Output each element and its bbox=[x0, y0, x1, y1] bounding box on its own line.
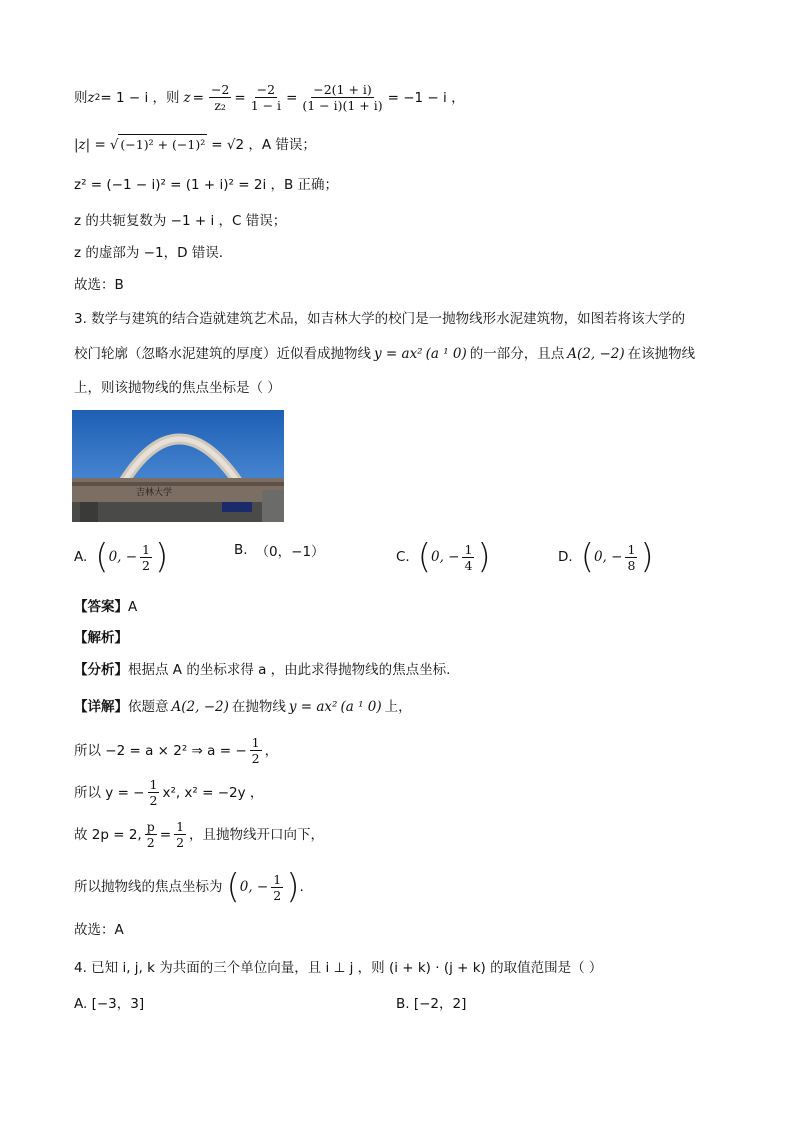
text: z 的共轭复数为 −1 + i ，C 错误； bbox=[74, 213, 287, 229]
solution-line-6 bbox=[74, 275, 124, 295]
solution-line-5 bbox=[74, 243, 223, 263]
q3-option-d[interactable]: D. ( 0, − $\frac{1}{8}$ ) bbox=[558, 537, 654, 577]
text: = −1 − i ， bbox=[387, 89, 465, 106]
analysis-line bbox=[74, 628, 128, 648]
xiangjie-line-3: 所以 y = − $\frac{1}{2}$ x², x² = −2y ， bbox=[74, 777, 264, 808]
fenxi-tag: 【分析】 bbox=[74, 662, 128, 678]
text: z 的虚部为 −1，D 错误. bbox=[74, 245, 224, 261]
q4-option-b[interactable]: B. [−2，2] bbox=[396, 996, 467, 1012]
text: 故选：B bbox=[74, 277, 124, 293]
answer-value: A bbox=[128, 599, 138, 615]
text: 3. 数学与建筑的结合造就建筑艺术品，如吉林大学的校门是一抛物线形水泥建筑物，如图若将该大学的 bbox=[74, 311, 686, 327]
q3-stem-line-2 bbox=[74, 344, 695, 364]
solution-line-1: 则 z 2 = 1 − i ，则 z = $\frac{-2}{\text{z₂}}$ = $\frac{-2}{1 - i}$ = $\frac{-2(1 + i)}{(1 - i)(1 + i)}$ = −1 − i ， bbox=[74, 82, 465, 113]
text: 则 bbox=[74, 89, 88, 106]
fraction: $\frac{-2(1 + i)}{(1 - i)(1 + i)}$ bbox=[302, 82, 383, 113]
subscript: 2 bbox=[94, 92, 101, 103]
solution-line-2: |z| = √ (−1)² + (−1)² = √2 ，A 错误； bbox=[74, 134, 316, 155]
var-z: z bbox=[183, 89, 191, 106]
equation: y = ax² bbox=[374, 346, 423, 362]
solution-line-3 bbox=[74, 175, 338, 195]
q3-option-b[interactable]: B. （0，−1） bbox=[234, 542, 325, 560]
xiangjie-line-5: 所以抛物线的焦点坐标为 ( 0, − $\frac{1}{2}$ ) . bbox=[74, 867, 304, 907]
answer-tag: 【答案】 bbox=[74, 599, 128, 615]
point: A(2, −2) bbox=[567, 346, 625, 362]
text: 在该抛物线 bbox=[627, 346, 696, 362]
q3-option-a[interactable]: A. ( 0, − $\frac{1}{2}$ ) bbox=[74, 537, 169, 577]
university-gate-photo bbox=[72, 410, 284, 522]
text: = 1 − i ，则 bbox=[100, 89, 180, 106]
text: 的一部分，且点 bbox=[469, 346, 565, 362]
xiangjie-line-1: 【详解】 依题意 A(2, −2) 在抛物线 y = ax² (a ¹ 0) 上， bbox=[74, 699, 412, 715]
q4-option-a[interactable]: A. [−3，3] bbox=[74, 996, 145, 1012]
answer-line bbox=[74, 597, 137, 617]
q3-option-c[interactable]: C. ( 0, − $\frac{1}{4}$ ) bbox=[396, 537, 491, 577]
condition: (a ¹ 0) bbox=[425, 346, 467, 362]
text: 根据点 A 的坐标求得 a ，由此求得抛物线的焦点坐标. bbox=[128, 662, 451, 678]
text: = √2 ，A 错误； bbox=[211, 136, 316, 153]
xiangjie-line-4: 故 2p = 2, $\frac{p}{2}$ = $\frac{1}{2}$ ，且抛物线开口向下， bbox=[74, 819, 325, 850]
xiangjie-tag: 【详解】 bbox=[74, 699, 128, 715]
solution-line-4 bbox=[74, 211, 286, 231]
text: 校门轮廓（忽略水泥建筑的厚度）近似看成抛物线 bbox=[74, 346, 371, 362]
sqrt-content: (−1)² + (−1)² bbox=[118, 134, 207, 155]
xiangjie-line-2: 所以 −2 = a × 2² ⇒ a = − $\frac{1}{2}$ ， bbox=[74, 735, 279, 766]
gate-sign-text: 吉林大学 bbox=[136, 488, 173, 498]
var-z: z bbox=[87, 89, 95, 106]
text: 上，则该抛物线的焦点坐标是（ ） bbox=[74, 380, 281, 396]
fraction: $\frac{-2}{1 - i}$ bbox=[250, 82, 282, 113]
modulus: |z| = bbox=[74, 136, 106, 153]
fraction: $\frac{-2}{\text{z₂}}$ bbox=[210, 82, 230, 113]
q4-stem: 4. 已知 i, j, k 为共面的三个单位向量，且 i ⊥ j ，则 (i + k) · (j + k) 的取值范围是（ ） bbox=[74, 960, 603, 976]
text: z² = (−1 − i)² = (1 + i)² = 2i ，B 正确； bbox=[74, 177, 339, 193]
analysis-tag: 【解析】 bbox=[74, 630, 128, 646]
fenxi-line bbox=[74, 660, 450, 680]
q3-stem-line-1 bbox=[74, 309, 685, 329]
pick-line: 故选：A bbox=[74, 922, 124, 938]
q3-stem-line-3 bbox=[74, 378, 281, 398]
